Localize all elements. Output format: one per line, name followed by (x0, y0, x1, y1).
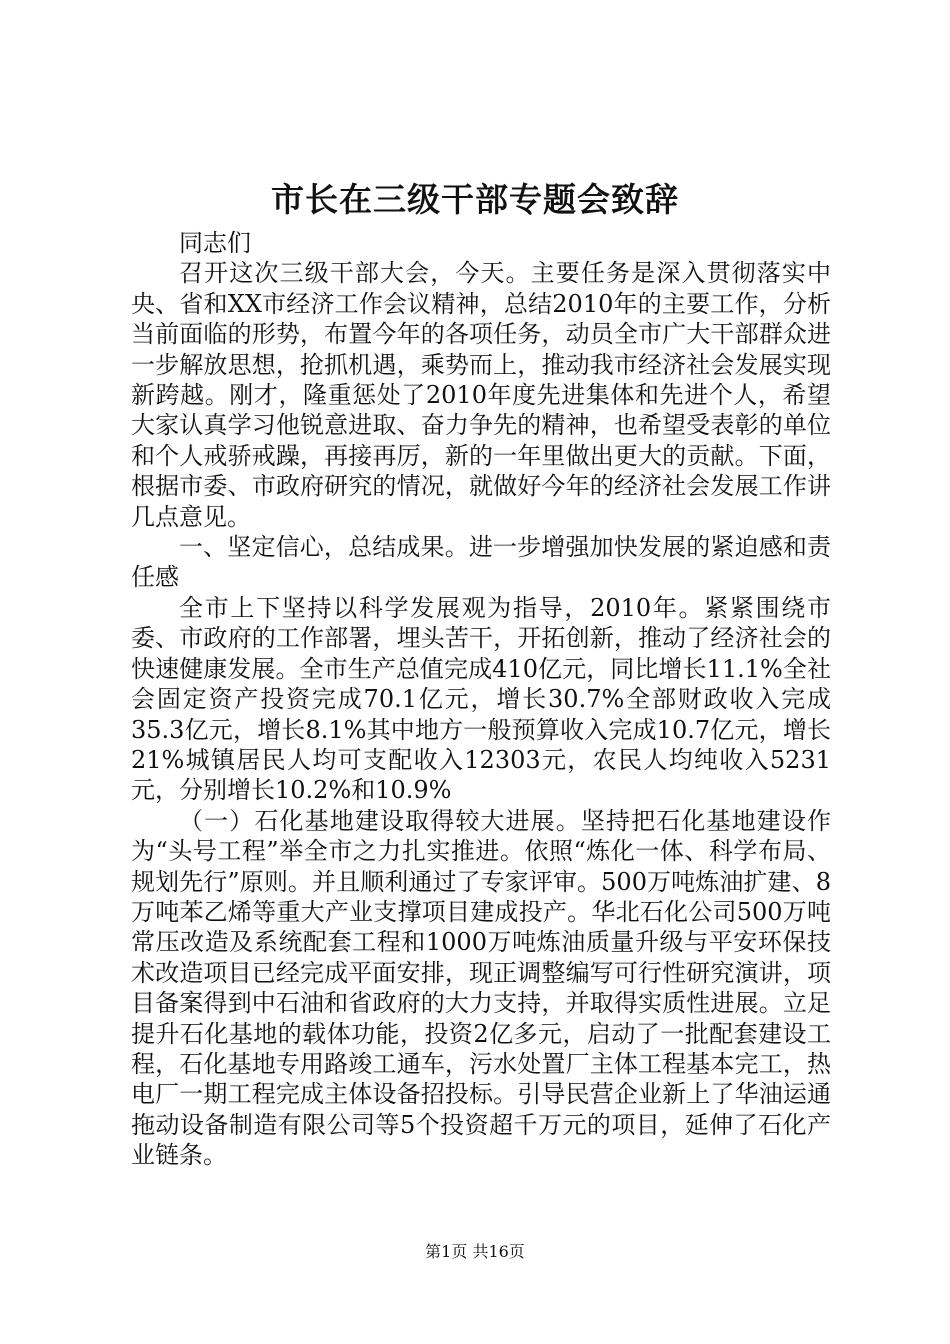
paragraph-petrochemical: （一）石化基地建设取得较大进展。坚持把石化基地建设作为“头号工程”举全市之力扎实推进。依照“炼化一体、科学布局、规划先行”原则。并且顺利通过了专家评审。500万吨炼油扩建、8万吨苯乙烯等重大产业支撑项目建成投产。华北石化公司500万吨常压改造及系统配套工程和1000万吨炼油质量升级与平安环保技术改造项目已经完成平面安排，现正调整编写可行性研究演讲，项目备案得到中石油和省政府的大力支持，并取得实质性进展。立足提升石化基地的载体功能，投资2亿多元，启动了一批配套建设工程，石化基地专用路竣工通车，污水处置厂主体工程基本完工，热电厂一期工程完成主体设备招投标。引导民营企业新上了华油运通拖动设备制造有限公司等5个投资超千万元的项目，延伸了石化产业链条。 (131, 806, 831, 1170)
document-body (131, 228, 831, 1171)
paragraph-intro: 召开这次三级干部大会，今天。主要任务是深入贯彻落实中央、省和XX市经济工作会议精神，总结2010年的主要工作，分析当前面临的形势，布置今年的各项任务，动员全市广大干部群众进一步解放思想，抢抓机遇，乘势而上，推动我市经济社会发展实现新跨越。刚才，隆重惩处了2010年度先进集体和先进个人，希望大家认真学习他锐意进取、奋力争先的精神，也希望受表彰的单位和个人戒骄戒躁，再接再厉，新的一年里做出更大的贡献。下面，根据市委、市政府研究的情况，就做好今年的经济社会发展工作讲几点意见。 (131, 259, 831, 531)
page-number: 第1页 共16页 (425, 1242, 525, 1261)
paragraph-achievements: 全市上下坚持以科学发展观为指导，2010年。紧紧围绕市委、市政府的工作部署，埋头苦干，开拓创新，推动了经济社会的快速健康发展。全市生产总值完成410亿元，同比增长11.1%全社会固定资产投资完成70.1亿元，增长30.7%全部财政收入完成35.3亿元，增长8.1%其中地方一般预算收入完成10.7亿元，增长21%城镇居民人均可支配收入12303元，农民人均纯收入5231元，分别增长10.2%和10.9% (131, 593, 831, 805)
document-title: 市长在三级干部专题会致辞 (271, 180, 679, 219)
section-heading-1: 一、坚定信心，总结成果。进一步增强加快发展的紧迫感和责任感 (131, 533, 831, 592)
salutation: 同志们 (179, 229, 251, 257)
